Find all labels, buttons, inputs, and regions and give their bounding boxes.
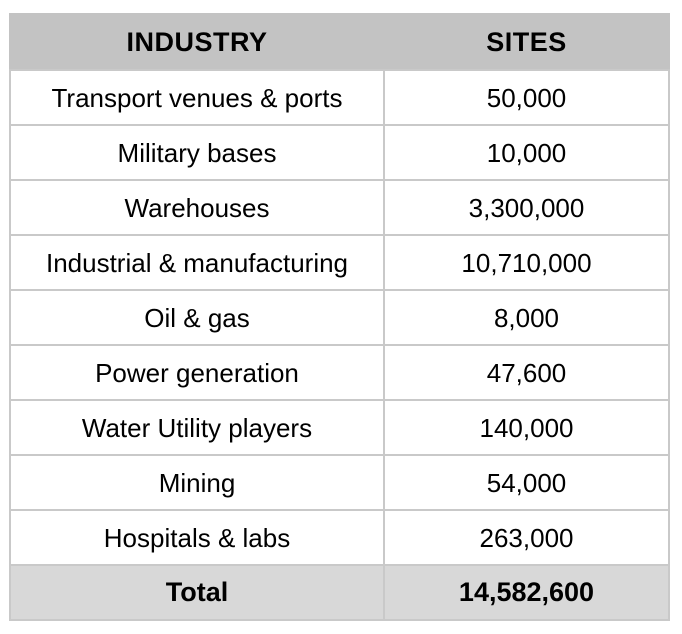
industry-cell: Military bases xyxy=(10,125,384,180)
sites-cell: 8,000 xyxy=(384,290,669,345)
sites-cell: 140,000 xyxy=(384,400,669,455)
sites-cell: 10,710,000 xyxy=(384,235,669,290)
sites-cell: 54,000 xyxy=(384,455,669,510)
industry-cell: Water Utility players xyxy=(10,400,384,455)
table-row xyxy=(10,290,669,345)
table-row xyxy=(10,235,669,290)
sites-cell: 3,300,000 xyxy=(384,180,669,235)
industry-cell: Power generation xyxy=(10,345,384,400)
table-row xyxy=(10,125,669,180)
table-total-row xyxy=(10,565,669,620)
industry-sites-table xyxy=(9,13,670,621)
table-header-row xyxy=(10,14,669,70)
table-row xyxy=(10,455,669,510)
column-header-industry: INDUSTRY xyxy=(10,14,384,70)
industry-cell: Industrial & manufacturing xyxy=(10,235,384,290)
table-row xyxy=(10,400,669,455)
column-header-sites: SITES xyxy=(384,14,669,70)
table-row xyxy=(10,345,669,400)
table-row xyxy=(10,70,669,125)
industry-cell: Hospitals & labs xyxy=(10,510,384,565)
industry-cell: Oil & gas xyxy=(10,290,384,345)
sites-cell: 263,000 xyxy=(384,510,669,565)
industry-cell: Mining xyxy=(10,455,384,510)
total-label-cell: Total xyxy=(10,565,384,620)
sites-cell: 47,600 xyxy=(384,345,669,400)
industry-cell: Transport venues & ports xyxy=(10,70,384,125)
sites-cell: 10,000 xyxy=(384,125,669,180)
total-value-cell: 14,582,600 xyxy=(384,565,669,620)
industry-cell: Warehouses xyxy=(10,180,384,235)
sites-cell: 50,000 xyxy=(384,70,669,125)
table-row xyxy=(10,180,669,235)
table-row xyxy=(10,510,669,565)
